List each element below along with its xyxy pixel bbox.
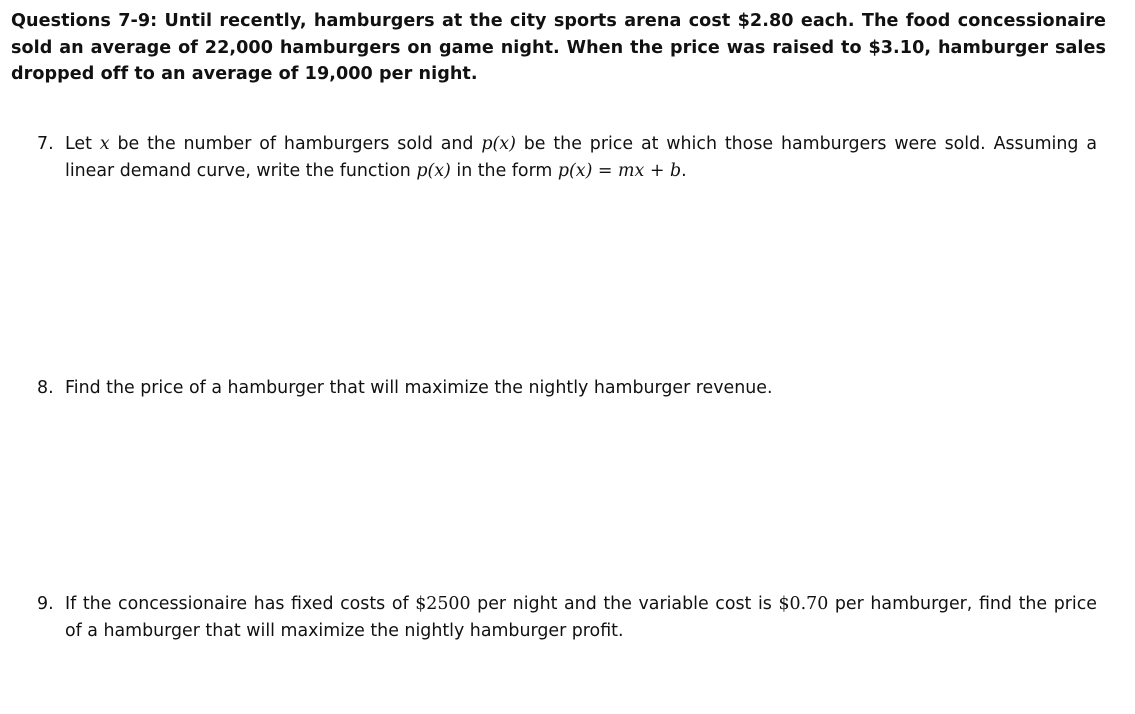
q9-math-fixed-cost: $2500 <box>415 594 471 614</box>
question-7 <box>37 131 1097 181</box>
q7-math-px-1: p(x) <box>481 134 516 154</box>
q7-text-5: . <box>681 160 687 181</box>
q7-math-form: p(x) = mx + b <box>557 160 682 181</box>
questions-intro <box>11 8 1106 88</box>
q7-text-2: be the number of hamburgers sold and <box>109 134 482 154</box>
question-8 <box>37 375 1097 402</box>
question-9-number: 9. <box>37 594 54 614</box>
q9-math-variable-cost: $0.70 <box>778 594 829 614</box>
q7-math-px-2: p(x) <box>416 160 451 181</box>
q7-text-4: in the form <box>450 160 558 181</box>
question-9-text <box>65 591 1097 644</box>
q7-text-1: Let <box>65 134 100 154</box>
q7-text-3: be the price at which those hamburgers were sold. Assuming a linear demand curve, write the function <box>65 134 1097 181</box>
question-7-number: 7. <box>37 134 54 154</box>
q7-math-x: x <box>99 134 110 154</box>
q9-text-2: per night and the variable cost is <box>470 594 779 614</box>
question-8-number: 8. <box>37 378 54 398</box>
intro-text: Until recently, hamburgers at the city sports arena cost $2.80 each. The food concessionaire sold an average of 22,000 hamburgers on game night. When the price was raised to $3.10, hamburger sales dropped off to an average of 19,000 per night. <box>11 11 1106 85</box>
question-8-text: Find the price of a hamburger that will maximize the nightly hamburger revenue. <box>65 378 773 398</box>
q9-text-3: per hamburger, find the price of a hamburger that will maximize the nightly hamburger profit. <box>65 594 1098 641</box>
intro-label: Questions 7-9: <box>11 11 158 31</box>
question-7-text <box>65 131 1097 184</box>
q9-text-1: If the concessionaire has fixed costs of <box>65 594 416 614</box>
question-9 <box>37 591 1098 641</box>
